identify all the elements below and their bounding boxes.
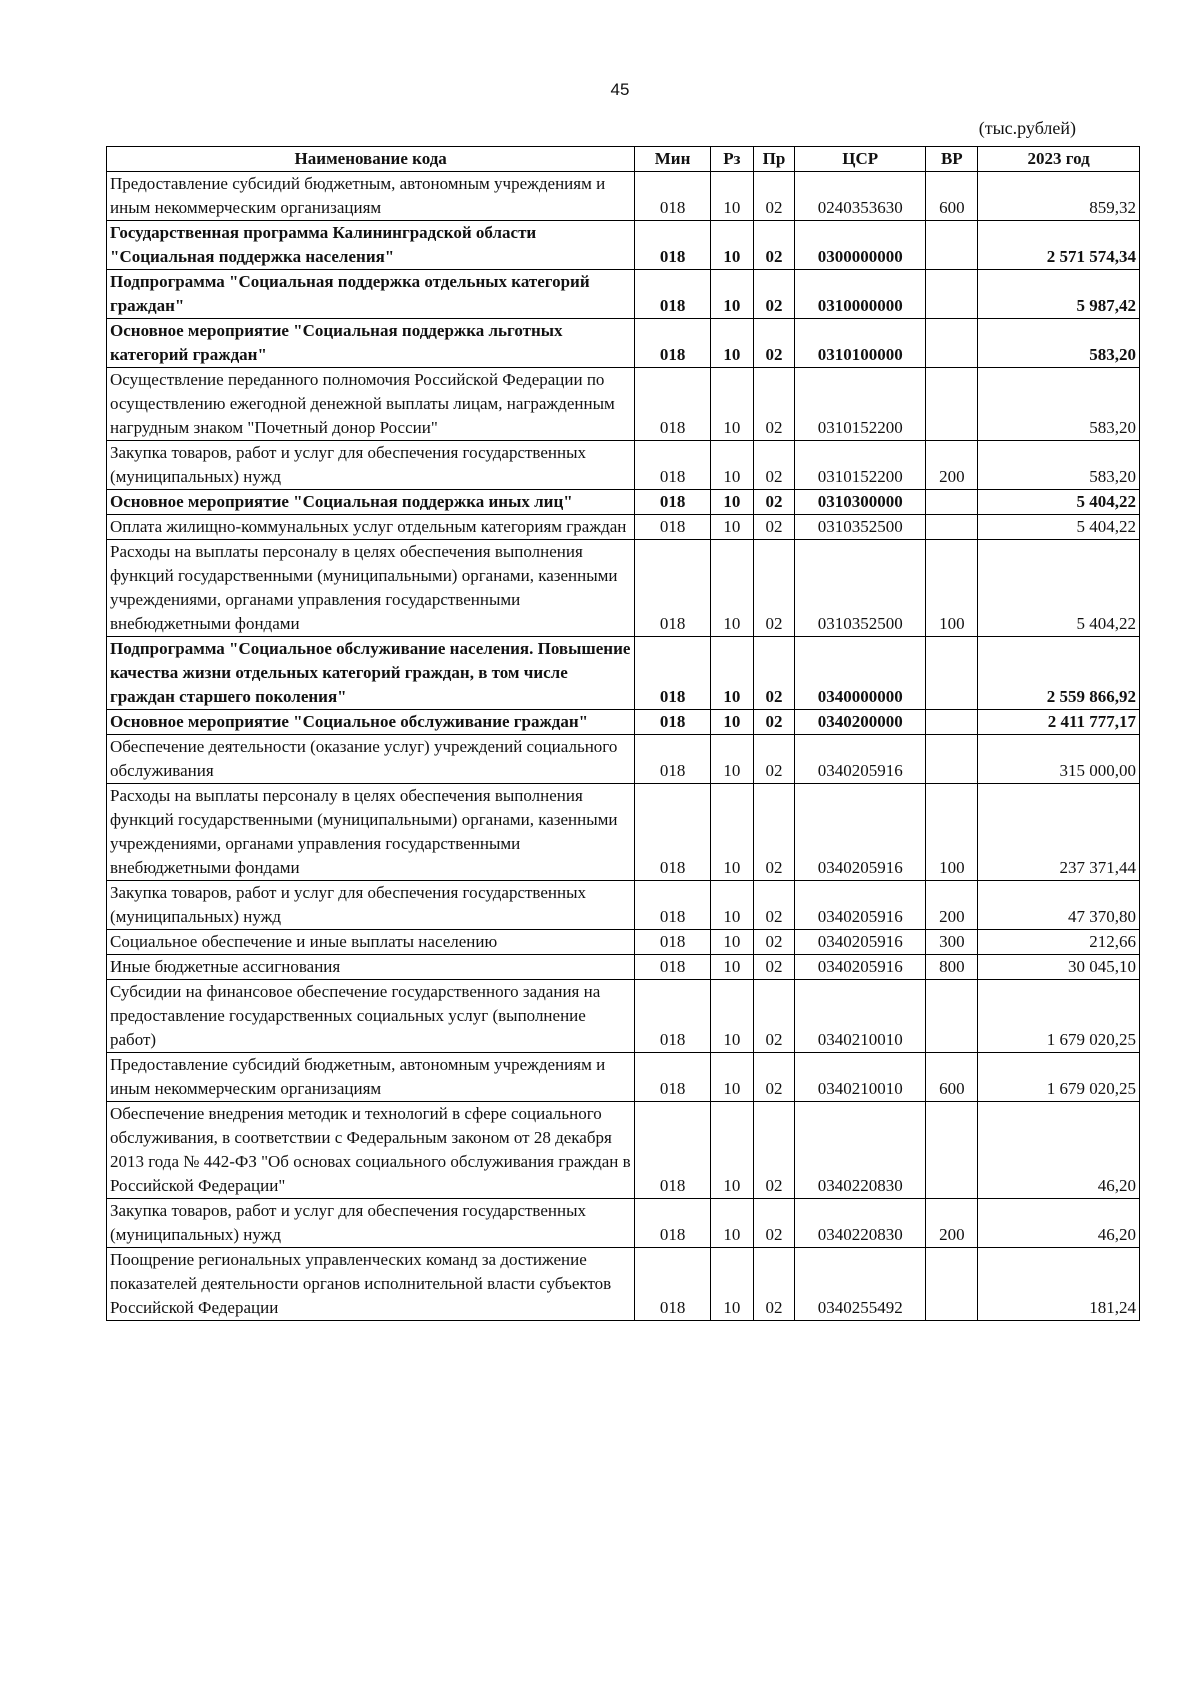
row-vr-cell: 100 [926, 540, 978, 637]
row-name-cell: Расходы на выплаты персоналу в целях обеспечения выполнения функций государственными (муниципальными) органами, казенными учреждениями, органами управления государственными внебюджетными фондами [107, 540, 635, 637]
row-pr-cell: 02 [753, 1248, 794, 1321]
column-header-vr: ВР [926, 147, 978, 172]
row-csr-cell: 0340205916 [794, 930, 926, 955]
row-rz-cell: 10 [710, 1199, 753, 1248]
row-amount-cell: 212,66 [978, 930, 1140, 955]
row-vr-cell [926, 735, 978, 784]
row-name-cell: Основное мероприятие "Социальное обслуживание граждан" [107, 710, 635, 735]
budget-table [106, 146, 1140, 1321]
row-amount-cell: 5 404,22 [978, 490, 1140, 515]
row-rz-cell: 10 [710, 881, 753, 930]
row-min-cell: 018 [635, 637, 710, 710]
row-pr-cell: 02 [753, 735, 794, 784]
table-row [107, 1248, 1140, 1321]
row-vr-cell [926, 637, 978, 710]
row-csr-cell: 0340000000 [794, 637, 926, 710]
row-min-cell: 018 [635, 881, 710, 930]
table-row [107, 1102, 1140, 1199]
row-min-cell: 018 [635, 955, 710, 980]
row-rz-cell: 10 [710, 172, 753, 221]
row-rz-cell: 10 [710, 515, 753, 540]
row-name-cell: Расходы на выплаты персоналу в целях обеспечения выполнения функций государственными (муниципальными) органами, казенными учреждениями, органами управления государственными внебюджетными фондами [107, 784, 635, 881]
row-rz-cell: 10 [710, 490, 753, 515]
table-row [107, 710, 1140, 735]
row-pr-cell: 02 [753, 221, 794, 270]
row-vr-cell: 200 [926, 881, 978, 930]
row-pr-cell: 02 [753, 515, 794, 540]
column-header-csr: ЦСР [794, 147, 926, 172]
row-amount-cell: 5 987,42 [978, 270, 1140, 319]
table-row [107, 955, 1140, 980]
row-min-cell: 018 [635, 784, 710, 881]
row-csr-cell: 0310100000 [794, 319, 926, 368]
row-pr-cell: 02 [753, 955, 794, 980]
row-csr-cell: 0340210010 [794, 1053, 926, 1102]
row-amount-cell: 181,24 [978, 1248, 1140, 1321]
column-header-min: Мин [635, 147, 710, 172]
row-vr-cell: 600 [926, 1053, 978, 1102]
column-header-pr: Пр [753, 147, 794, 172]
row-amount-cell: 5 404,22 [978, 540, 1140, 637]
page-number: 45 [610, 80, 630, 99]
table-row [107, 441, 1140, 490]
table-row [107, 319, 1140, 368]
row-vr-cell [926, 270, 978, 319]
row-name-cell: Иные бюджетные ассигнования [107, 955, 635, 980]
row-name-cell: Подпрограмма "Социальная поддержка отдельных категорий граждан" [107, 270, 635, 319]
table-row [107, 1199, 1140, 1248]
row-min-cell: 018 [635, 172, 710, 221]
row-amount-cell: 5 404,22 [978, 515, 1140, 540]
row-pr-cell: 02 [753, 1053, 794, 1102]
row-min-cell: 018 [635, 1102, 710, 1199]
row-vr-cell [926, 980, 978, 1053]
row-min-cell: 018 [635, 270, 710, 319]
row-name-cell: Закупка товаров, работ и услуг для обеспечения государственных (муниципальных) нужд [107, 441, 635, 490]
row-pr-cell: 02 [753, 540, 794, 637]
row-csr-cell: 0340205916 [794, 735, 926, 784]
row-min-cell: 018 [635, 221, 710, 270]
row-name-cell: Субсидии на финансовое обеспечение государственного задания на предоставление государственных социальных услуг (выполнение работ) [107, 980, 635, 1053]
units-label: (тыс.рублей) [978, 118, 1076, 138]
row-rz-cell: 10 [710, 637, 753, 710]
table-row [107, 930, 1140, 955]
row-pr-cell: 02 [753, 710, 794, 735]
row-pr-cell: 02 [753, 784, 794, 881]
column-header-name: Наименование кода [107, 147, 635, 172]
row-name-cell: Основное мероприятие "Социальная поддержка льготных категорий граждан" [107, 319, 635, 368]
row-min-cell: 018 [635, 540, 710, 637]
row-pr-cell: 02 [753, 930, 794, 955]
row-rz-cell: 10 [710, 319, 753, 368]
row-rz-cell: 10 [710, 710, 753, 735]
row-pr-cell: 02 [753, 637, 794, 710]
row-vr-cell [926, 490, 978, 515]
row-csr-cell: 0310300000 [794, 490, 926, 515]
row-rz-cell: 10 [710, 980, 753, 1053]
row-name-cell: Оплата жилищно-коммунальных услуг отдельным категориям граждан [107, 515, 635, 540]
row-rz-cell: 10 [710, 1102, 753, 1199]
row-vr-cell: 300 [926, 930, 978, 955]
row-amount-cell: 46,20 [978, 1102, 1140, 1199]
row-min-cell: 018 [635, 319, 710, 368]
table-row [107, 368, 1140, 441]
row-vr-cell: 600 [926, 172, 978, 221]
table-row [107, 637, 1140, 710]
row-vr-cell [926, 710, 978, 735]
row-vr-cell: 200 [926, 441, 978, 490]
row-name-cell: Государственная программа Калининградской области "Социальная поддержка населения" [107, 221, 635, 270]
row-name-cell: Предоставление субсидий бюджетным, автономным учреждениям и иным некоммерческим организациям [107, 172, 635, 221]
row-pr-cell: 02 [753, 1199, 794, 1248]
row-amount-cell: 2 559 866,92 [978, 637, 1140, 710]
row-name-cell: Осуществление переданного полномочия Российской Федерации по осуществлению ежегодной денежной выплаты лицам, награжденным нагрудным знаком "Почетный донор России" [107, 368, 635, 441]
row-name-cell: Обеспечение деятельности (оказание услуг) учреждений социального обслуживания [107, 735, 635, 784]
row-csr-cell: 0340205916 [794, 881, 926, 930]
row-min-cell: 018 [635, 980, 710, 1053]
row-name-cell: Обеспечение внедрения методик и технологий в сфере социального обслуживания, в соответствии с Федеральным законом от 28 декабря 2013 года № 442-ФЗ "Об основах социального обслуживания граждан в Российской Федерации" [107, 1102, 635, 1199]
row-vr-cell: 200 [926, 1199, 978, 1248]
row-csr-cell: 0340210010 [794, 980, 926, 1053]
row-min-cell: 018 [635, 515, 710, 540]
row-name-cell: Подпрограмма "Социальное обслуживание населения. Повышение качества жизни отдельных категорий граждан, в том числе граждан старшего поколения" [107, 637, 635, 710]
table-row [107, 221, 1140, 270]
row-name-cell: Закупка товаров, работ и услуг для обеспечения государственных (муниципальных) нужд [107, 881, 635, 930]
table-row [107, 735, 1140, 784]
row-pr-cell: 02 [753, 1102, 794, 1199]
row-min-cell: 018 [635, 735, 710, 784]
row-csr-cell: 0240353630 [794, 172, 926, 221]
row-amount-cell: 2 411 777,17 [978, 710, 1140, 735]
row-pr-cell: 02 [753, 980, 794, 1053]
row-rz-cell: 10 [710, 270, 753, 319]
row-vr-cell [926, 1248, 978, 1321]
row-pr-cell: 02 [753, 319, 794, 368]
row-min-cell: 018 [635, 368, 710, 441]
row-vr-cell: 800 [926, 955, 978, 980]
row-csr-cell: 0310352500 [794, 540, 926, 637]
row-csr-cell: 0340255492 [794, 1248, 926, 1321]
row-amount-cell: 583,20 [978, 368, 1140, 441]
row-csr-cell: 0340200000 [794, 710, 926, 735]
row-rz-cell: 10 [710, 1053, 753, 1102]
row-csr-cell: 0340205916 [794, 955, 926, 980]
row-csr-cell: 0340220830 [794, 1199, 926, 1248]
row-min-cell: 018 [635, 490, 710, 515]
table-row [107, 490, 1140, 515]
row-vr-cell: 100 [926, 784, 978, 881]
row-vr-cell [926, 515, 978, 540]
row-amount-cell: 2 571 574,34 [978, 221, 1140, 270]
row-amount-cell: 859,32 [978, 172, 1140, 221]
table-row [107, 881, 1140, 930]
row-rz-cell: 10 [710, 540, 753, 637]
row-vr-cell [926, 221, 978, 270]
row-name-cell: Предоставление субсидий бюджетным, автономным учреждениям и иным некоммерческим организациям [107, 1053, 635, 1102]
table-row [107, 784, 1140, 881]
row-pr-cell: 02 [753, 441, 794, 490]
row-pr-cell: 02 [753, 270, 794, 319]
row-rz-cell: 10 [710, 221, 753, 270]
row-min-cell: 018 [635, 930, 710, 955]
row-vr-cell [926, 1102, 978, 1199]
row-amount-cell: 30 045,10 [978, 955, 1140, 980]
row-amount-cell: 583,20 [978, 441, 1140, 490]
row-name-cell: Поощрение региональных управленческих команд за достижение показателей деятельности органов исполнительной власти субъектов Российской Федерации [107, 1248, 635, 1321]
column-header-rz: Рз [710, 147, 753, 172]
table-row [107, 1053, 1140, 1102]
row-amount-cell: 1 679 020,25 [978, 980, 1140, 1053]
row-rz-cell: 10 [710, 955, 753, 980]
column-header-year: 2023 год [978, 147, 1140, 172]
table-row [107, 270, 1140, 319]
table-body [107, 172, 1140, 1321]
row-rz-cell: 10 [710, 441, 753, 490]
row-csr-cell: 0340205916 [794, 784, 926, 881]
row-pr-cell: 02 [753, 172, 794, 221]
row-amount-cell: 46,20 [978, 1199, 1140, 1248]
row-rz-cell: 10 [710, 930, 753, 955]
row-min-cell: 018 [635, 1199, 710, 1248]
row-name-cell: Социальное обеспечение и иные выплаты населению [107, 930, 635, 955]
row-amount-cell: 583,20 [978, 319, 1140, 368]
row-min-cell: 018 [635, 441, 710, 490]
row-amount-cell: 237 371,44 [978, 784, 1140, 881]
row-csr-cell: 0340220830 [794, 1102, 926, 1199]
table-row [107, 172, 1140, 221]
row-name-cell: Закупка товаров, работ и услуг для обеспечения государственных (муниципальных) нужд [107, 1199, 635, 1248]
row-amount-cell: 315 000,00 [978, 735, 1140, 784]
row-rz-cell: 10 [710, 1248, 753, 1321]
row-vr-cell [926, 319, 978, 368]
row-rz-cell: 10 [710, 735, 753, 784]
table-row [107, 980, 1140, 1053]
row-min-cell: 018 [635, 1053, 710, 1102]
table-row [107, 515, 1140, 540]
row-pr-cell: 02 [753, 368, 794, 441]
row-rz-cell: 10 [710, 784, 753, 881]
row-pr-cell: 02 [753, 881, 794, 930]
row-pr-cell: 02 [753, 490, 794, 515]
row-csr-cell: 0310352500 [794, 515, 926, 540]
row-csr-cell: 0310000000 [794, 270, 926, 319]
row-csr-cell: 0300000000 [794, 221, 926, 270]
table-header-row [107, 147, 1140, 172]
row-csr-cell: 0310152200 [794, 368, 926, 441]
row-name-cell: Основное мероприятие "Социальная поддержка иных лиц" [107, 490, 635, 515]
table-row [107, 540, 1140, 637]
row-rz-cell: 10 [710, 368, 753, 441]
row-amount-cell: 47 370,80 [978, 881, 1140, 930]
row-amount-cell: 1 679 020,25 [978, 1053, 1140, 1102]
row-vr-cell [926, 368, 978, 441]
row-csr-cell: 0310152200 [794, 441, 926, 490]
row-min-cell: 018 [635, 710, 710, 735]
row-min-cell: 018 [635, 1248, 710, 1321]
